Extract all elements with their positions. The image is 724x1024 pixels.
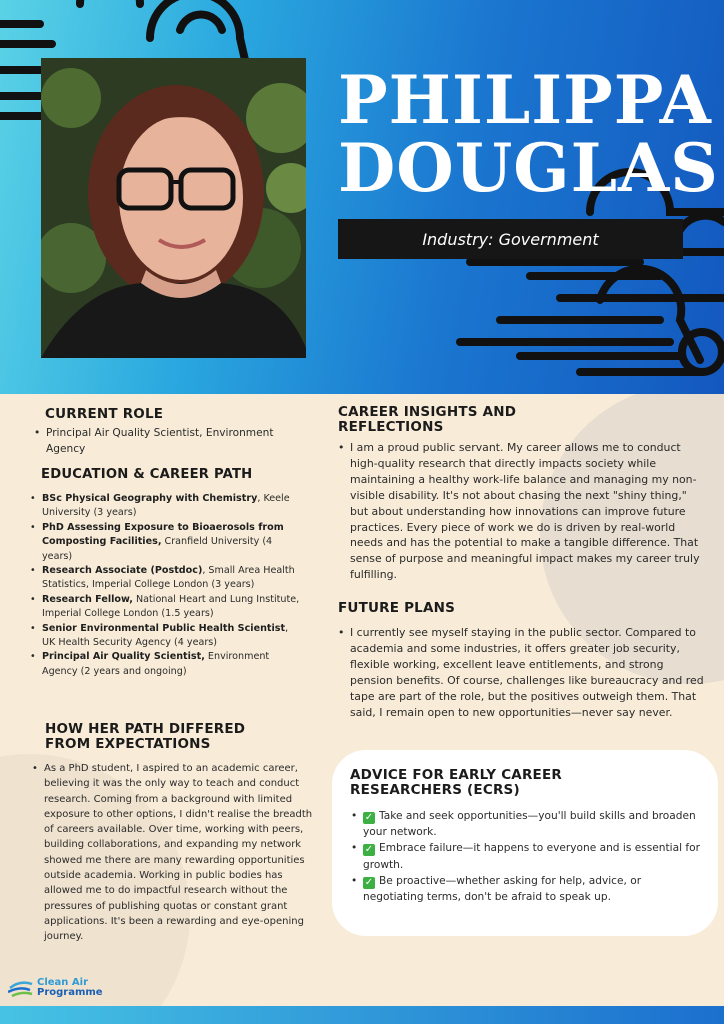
last-name: DOUGLAS <box>338 129 719 207</box>
item-detail: National Heart and Lung Institute, Imperial College London (1.5 years) <box>42 593 300 620</box>
clean-air-logo <box>8 978 108 1000</box>
person-name <box>338 61 719 207</box>
insights-list <box>338 440 708 583</box>
list-item: • Principal Air Quality Scientist, Environment Agency <box>34 426 296 457</box>
logo-text <box>37 978 103 998</box>
list-item: • I currently see myself staying in the public sector. Compared to academia and some industries, it offers greater job security, flexible working, excellent leave entitlements, and strong pension benefits. Of course, challenges like bureaucracy and red tape are part of the role, but the positives outweigh them. That said, I remain open to new opportunities—never say never. <box>338 625 708 721</box>
item-detail: Cranfield University (4 years) <box>42 536 273 562</box>
current-role-list <box>34 426 296 457</box>
item-detail: , Small Area Health Statistics, Imperial College London (3 years) <box>42 565 295 591</box>
title-line: REFLECTIONS <box>338 419 444 435</box>
title-line: RESEARCHERS (ECRS) <box>350 782 520 798</box>
footer-bar <box>0 1006 724 1024</box>
path-differed-list <box>32 761 324 945</box>
advice-text: Be proactive—whether asking for help, advice, or negotiating terms, don't be afraid to speak up. <box>363 874 642 904</box>
list-item: • As a PhD student, I aspired to an academic career, believing it was the only way to teach and conduct research. Coming from a background with limited exposure to other options, I didn't realise the breadth of careers available. Over time, working with peers, building collaborations, and expanding my network showed me there are many rewarding opportunities outside academia. Working in public bodies has allowed me to do impactful research without the pressures of publishing quotas or constant grant applications. It's been a rewarding and eye-opening journey. <box>32 761 324 945</box>
list-item <box>351 840 701 872</box>
list-item <box>30 564 300 593</box>
item-detail: , UK Health Security Agency (4 years) <box>42 622 289 649</box>
path-differed-title <box>45 722 245 752</box>
list-item <box>351 808 701 840</box>
advice-text: Take and seek opportunities—you'll build skills and broaden your network. <box>363 810 696 839</box>
future-plans-list <box>338 625 708 721</box>
logo-line: Programme <box>37 987 103 998</box>
item-heading: Research Associate (Postdoc) <box>42 565 203 577</box>
title-line: CAREER INSIGHTS AND <box>338 404 517 420</box>
checkmark-icon: ✓ <box>364 876 374 888</box>
future-plans-title: FUTURE PLANS <box>338 600 456 616</box>
title-line: FROM EXPECTATIONS <box>45 736 211 752</box>
education-title: EDUCATION & CAREER PATH <box>41 467 253 482</box>
item-heading: BSc Physical Geography with Chemistry <box>42 493 258 504</box>
item-heading: Research Fellow, <box>42 593 133 605</box>
list-item <box>30 593 300 622</box>
swoosh-icon <box>8 978 34 998</box>
insights-title <box>338 405 516 435</box>
education-list <box>30 492 300 679</box>
item-detail: Environment Agency (2 years and ongoing) <box>42 651 270 677</box>
item-heading: PhD Assessing Exposure to Bioaerosols from Composting Facilities, <box>42 521 284 548</box>
checkmark-icon: ✓ <box>364 844 374 856</box>
current-role-title: CURRENT ROLE <box>45 406 164 422</box>
industry-label: Industry: Government <box>338 219 683 259</box>
advice-text: Embrace failure—it happens to everyone and is essential for growth. <box>363 842 700 871</box>
list-item <box>30 492 300 521</box>
first-name: PHILIPPA <box>338 61 712 139</box>
item-heading: Principal Air Quality Scientist, <box>42 651 205 663</box>
list-item <box>30 622 300 651</box>
advice-title <box>350 768 562 798</box>
list-item <box>30 650 300 679</box>
header-banner <box>0 0 724 394</box>
list-item: • I am a proud public servant. My career allows me to conduct high-quality research that directly impacts society while maintaining a healthy work-life balance and managing my non-visible disability. It's not about chasing the next "shiny thing," but about understanding how innovations can improve future practices. Every piece of work we do is driven by real-world needs and has the potential to make a tangible difference. That sense of purpose and meaningful impact makes my career truly fulfilling. <box>338 440 708 583</box>
portrait-image <box>41 58 306 358</box>
item-heading: Senior Environmental Public Health Scientist <box>42 622 286 634</box>
checkmark-icon: ✓ <box>364 812 374 823</box>
item-detail: , Keele University (3 years) <box>42 493 290 519</box>
title-line: ADVICE FOR EARLY CAREER <box>350 767 562 783</box>
profile-photo <box>41 58 306 358</box>
advice-list <box>351 808 701 905</box>
logo-line: Clean Air <box>37 977 88 988</box>
list-item <box>351 873 701 905</box>
title-line: HOW HER PATH DIFFERED <box>45 721 246 737</box>
list-item <box>30 521 300 564</box>
